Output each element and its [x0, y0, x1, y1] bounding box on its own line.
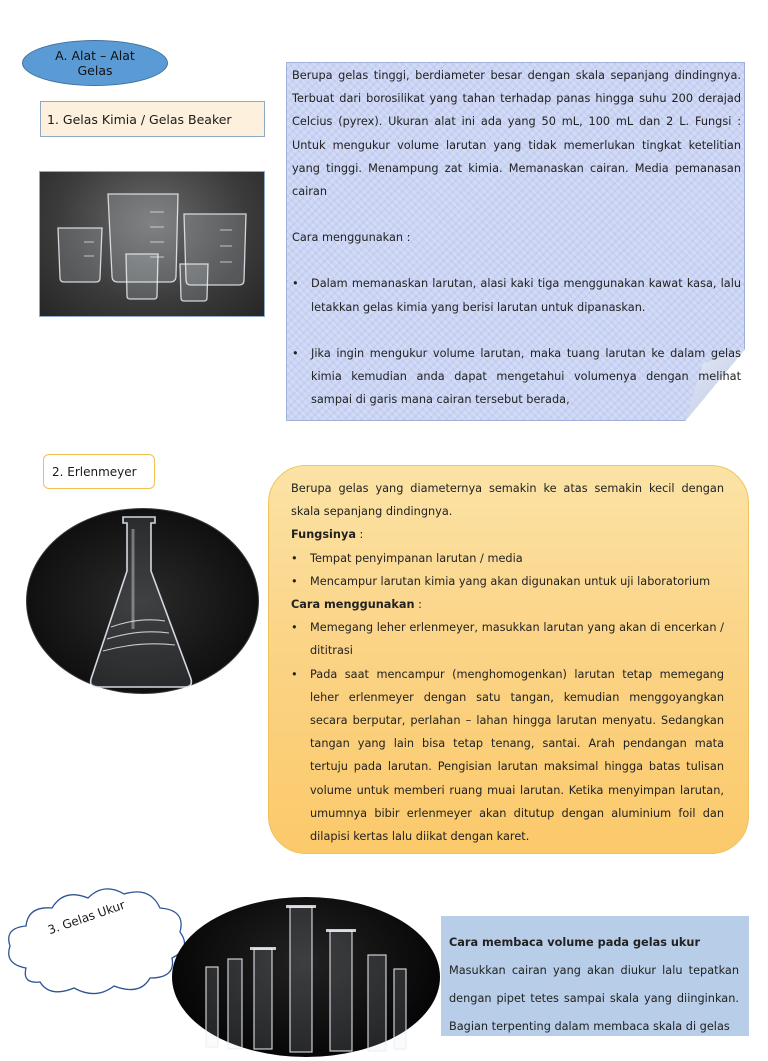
- erlenmeyer-usage-heading: Cara menggunakan: [291, 598, 415, 612]
- erlenmeyer-function-heading: Fungsinya: [291, 528, 356, 542]
- erlenmeyer-description-text: Berupa gelas yang diameternya semakin ke atas semakin kecil dengan skala sepanjang dindingnya.: [291, 482, 724, 519]
- gelas-ukur-reading-heading: Cara membaca volume pada gelas ukur: [449, 936, 701, 949]
- beaker-photo: [39, 171, 265, 317]
- erlenmeyer-function-item: • Mencampur larutan kimia yang akan digunakan untuk uji laboratorium: [291, 570, 724, 593]
- beaker-usage-heading: Cara menggunakan :: [292, 231, 411, 245]
- beaker-usage-item: • Jika ingin mengukur volume larutan, maka tuang larutan ke dalam gelas kimia kemudian anda dapat mengetahui volumenya dengan melihat sampai di garis mana cairan tersebut berada,: [292, 342, 741, 412]
- erlenmeyer-function-heading-row: Fungsinya :: [291, 528, 364, 542]
- erlenmeyer-function-item: • Tempat penyimpanan larutan / media: [291, 547, 724, 570]
- erlenmeyer-usage-item: • Pada saat mencampur (menghomogenkan) larutan tetap memegang leher erlenmeyer dengan satu tangan, kemudian menggoyangkan secara berputar, perlahan – lahan hingga larutan menyatu. Sedangkan tangan yang lain bisa tetap tenang, santai. Arah pendangan mata tertuju pada larutan. Pengisian larutan maksimal hingga batas tulisan volume untuk memberi ruang muai larutan. Ketika menyimpan larutan, umumnya bibir erlenmeyer akan ditutup dengan aluminium foil dan dilapisi kertas lalu diikat dengan karet.: [291, 663, 724, 849]
- gelas-ukur-label: 3. Gelas Ukur: [46, 897, 127, 938]
- erlenmeyer-usage-item: • Memegang leher erlenmeyer, masukkan larutan yang akan di encerkan / dititrasi: [291, 616, 724, 662]
- erlenmeyer-label-text: 2. Erlenmeyer: [52, 464, 137, 479]
- gelas-ukur-photo: [172, 897, 440, 1057]
- beaker-label-text: 1. Gelas Kimia / Gelas Beaker: [47, 111, 232, 127]
- beaker-illustration: [40, 172, 266, 318]
- erlenmeyer-label: [43, 454, 155, 489]
- gelas-ukur-info: [449, 929, 739, 1041]
- gelas-ukur-reading-text: Masukkan cairan yang akan diukur lalu tepatkan dengan pipet tetes sampai skala yang diinginkan. Bagian terpenting dalam membaca skala di gelas: [449, 964, 739, 1033]
- erlenmeyer-description: [291, 477, 724, 848]
- beaker-label: [40, 101, 265, 137]
- erlenmeyer-photo: [26, 508, 259, 694]
- beaker-description: [292, 64, 741, 411]
- beaker-description-text: Berupa gelas tinggi, berdiameter besar dengan skala sepanjang dindingnya. Terbuat dari borosilikat yang tahan terhadap panas hingga suhu 200 derajad Celcius (pyrex). Ukuran alat ini ada yang 50 mL, 100 mL dan 2 L. Fungsi : Untuk mengukur volume larutan yang tidak memerlukan tingkat ketelitian yang tinggi. Menampung zat kimia. Memanaskan cairan. Media pemanasan cairan: [292, 69, 741, 199]
- erlenmeyer-usage-heading-row: Cara menggunakan :: [291, 598, 422, 612]
- beaker-usage-item: • Dalam memanaskan larutan, alasi kaki tiga menggunakan kawat kasa, lalu letakkan gelas kimia yang berisi larutan untuk dipanaskan.: [292, 272, 741, 318]
- section-title: [22, 40, 168, 86]
- gelas-ukur-cloud: [0, 876, 192, 1002]
- section-title-text: A. Alat – Alat Gelas: [55, 48, 135, 78]
- gelas-ukur-illustration: [172, 897, 440, 1057]
- erlenmeyer-illustration: [27, 509, 260, 695]
